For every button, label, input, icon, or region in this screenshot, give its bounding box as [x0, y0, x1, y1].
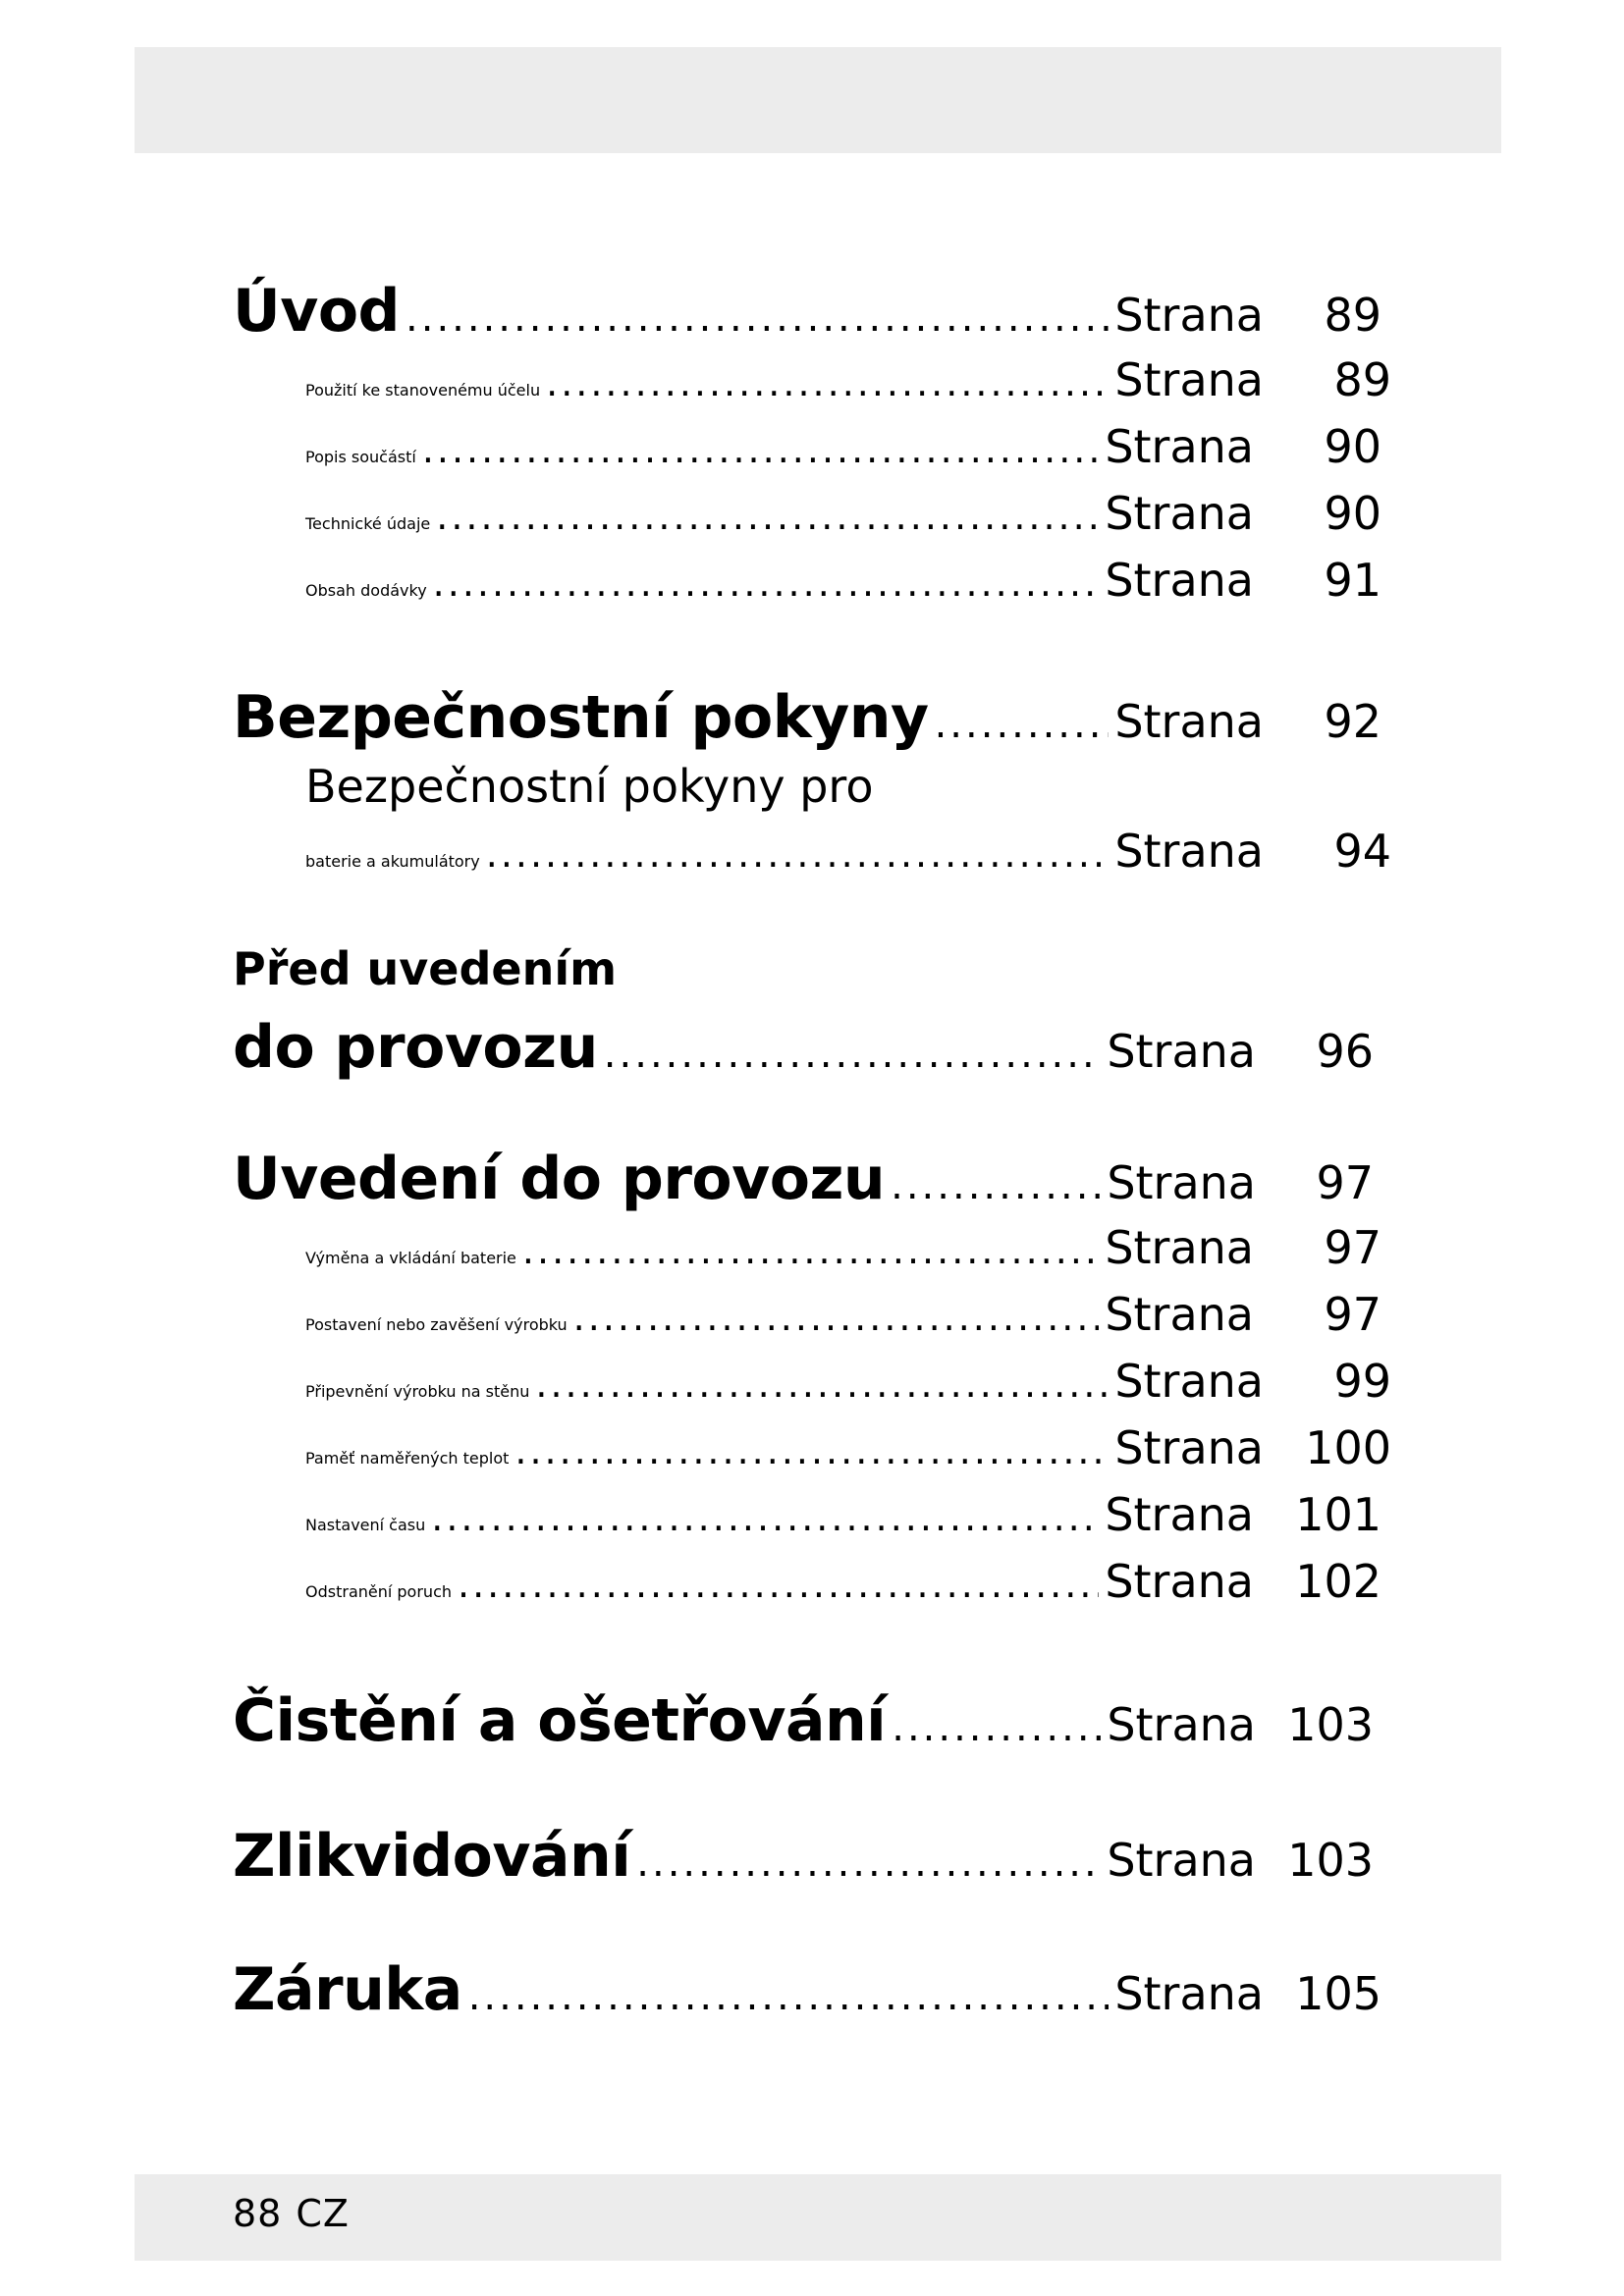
- toc-subentry-label: Strana: [1114, 1355, 1264, 1408]
- toc-subentry-title: baterie a akumulátory: [305, 852, 480, 871]
- toc-entry-page: 92: [1324, 695, 1381, 748]
- dot-leader: [604, 1032, 1102, 1077]
- toc-subentry[interactable]: [305, 1221, 1381, 1274]
- toc-subentry-title: Výměna a vkládání baterie: [305, 1249, 516, 1267]
- toc-subentry-label: Strana: [1105, 1555, 1254, 1608]
- toc-subentry-title: Použití ke stanovenému účelu: [305, 381, 541, 400]
- dot-leader: [486, 832, 1110, 876]
- toc-subentry-page: 97: [1324, 1221, 1381, 1274]
- toc-subentry[interactable]: [305, 1555, 1381, 1608]
- toc-entry-title: Úvod: [233, 277, 401, 346]
- toc-subentry-title: Nastavení času: [305, 1516, 426, 1534]
- toc-entry-title: Zlikvidování: [233, 1822, 631, 1891]
- dot-leader: [935, 702, 1110, 747]
- toc-entry-label: Strana: [1107, 1025, 1256, 1078]
- toc-entry-uvod[interactable]: [233, 277, 1381, 346]
- toc-subentry[interactable]: [305, 1288, 1381, 1341]
- toc-entry-page: 97: [1316, 1156, 1374, 1209]
- dot-leader: [431, 1496, 1099, 1539]
- toc-subentry-page: 89: [1333, 353, 1391, 406]
- dot-leader: [891, 1163, 1101, 1208]
- dot-leader: [573, 1296, 1100, 1339]
- toc-subentry-label: Strana: [1114, 353, 1264, 406]
- toc-entry-bezpecnostni-pokyny[interactable]: [233, 683, 1381, 752]
- page-footer: [233, 2192, 363, 2235]
- toc-subentry-page: 90: [1324, 487, 1381, 540]
- toc-subentry-label: Strana: [1105, 1221, 1254, 1274]
- dot-leader: [468, 1974, 1110, 2019]
- dot-leader: [436, 495, 1099, 538]
- toc-entry-page: 96: [1316, 1025, 1374, 1078]
- dot-leader: [433, 561, 1100, 605]
- dot-leader: [422, 428, 1100, 471]
- toc-subentry-page: 102: [1295, 1555, 1381, 1608]
- toc-subentry-label: Strana: [1114, 825, 1264, 878]
- toc-subentry-title: Paměť naměřených teplot: [305, 1449, 510, 1468]
- toc-subentry[interactable]: [305, 487, 1381, 540]
- toc-subentry-label: Strana: [1105, 554, 1254, 607]
- toc-subentry-title: Postavení nebo zavěšení výrobku: [305, 1315, 568, 1334]
- language-code: CZ: [296, 2192, 350, 2235]
- header-band: [135, 47, 1501, 153]
- toc-entry-page: 103: [1287, 1834, 1374, 1887]
- toc-entry-pred-uvedenim[interactable]: [233, 1013, 1374, 1082]
- toc-entry-zaruka[interactable]: [233, 1955, 1381, 2024]
- toc-entry-label: Strana: [1107, 1156, 1256, 1209]
- toc-entry-page: 105: [1295, 1967, 1381, 2020]
- toc-entry-title: do provozu: [233, 1013, 598, 1082]
- dot-leader: [546, 361, 1109, 404]
- toc-entry-label: Strana: [1114, 1967, 1264, 2020]
- toc-subentry[interactable]: [305, 353, 1391, 406]
- dot-leader: [514, 1429, 1109, 1472]
- toc-subentry[interactable]: [305, 1421, 1391, 1474]
- toc-entry-title: Čistění a ošetřování: [233, 1686, 887, 1755]
- page-number: 88: [233, 2192, 283, 2235]
- toc-entry-label: Strana: [1107, 1834, 1256, 1887]
- toc-entry-label: Strana: [1114, 695, 1264, 748]
- toc-subentry-page: 100: [1305, 1421, 1391, 1474]
- toc-entry-page: 89: [1324, 289, 1381, 342]
- toc-subentry-page: 91: [1324, 554, 1381, 607]
- toc-entry-page: 103: [1287, 1698, 1374, 1751]
- toc-subentry-title: Připevnění výrobku na stěnu: [305, 1382, 530, 1401]
- toc-entry-uvedeni-do-provozu[interactable]: [233, 1145, 1374, 1213]
- toc-subentry[interactable]: [305, 554, 1381, 607]
- dot-leader: [892, 1705, 1101, 1750]
- toc-entry-zlikvidovani[interactable]: [233, 1822, 1374, 1891]
- toc-subentry-label: Strana: [1105, 420, 1254, 473]
- toc-subentry-title: Technické údaje: [305, 514, 431, 533]
- toc-subentry-title: Obsah dodávky: [305, 581, 427, 600]
- toc-entry-title: Záruka: [233, 1955, 462, 2024]
- toc-entry-label: Strana: [1114, 289, 1264, 342]
- toc-subentry-title: Odstranění poruch: [305, 1582, 452, 1601]
- dot-leader: [458, 1563, 1099, 1606]
- dot-leader: [522, 1229, 1099, 1272]
- toc-subentry-title-line1: Bezpečnostní pokyny pro: [305, 760, 874, 813]
- toc-subentry[interactable]: [305, 420, 1381, 473]
- toc-entry-title: Bezpečnostní pokyny: [233, 683, 929, 752]
- dot-leader: [535, 1362, 1109, 1406]
- toc-subentry-label: Strana: [1114, 1421, 1264, 1474]
- toc-subentry-title: Popis součástí: [305, 448, 416, 466]
- toc-entry-label: Strana: [1107, 1698, 1256, 1751]
- toc-subentry[interactable]: [305, 1355, 1391, 1408]
- toc-subentry-label: Strana: [1105, 1288, 1254, 1341]
- dot-leader: [406, 295, 1109, 341]
- dot-leader: [636, 1841, 1101, 1886]
- toc-subentry-page: 101: [1295, 1488, 1381, 1541]
- toc-subentry-page: 90: [1324, 420, 1381, 473]
- toc-subentry[interactable]: [305, 1488, 1381, 1541]
- toc-subentry[interactable]: [305, 825, 1391, 878]
- toc-subentry-label: Strana: [1105, 487, 1254, 540]
- toc-entry-title-line1: Před uvedením: [233, 942, 618, 995]
- toc-subentry-page: 97: [1324, 1288, 1381, 1341]
- toc-entry-title: Uvedení do provozu: [233, 1145, 886, 1213]
- toc-entry-cisteni[interactable]: [233, 1686, 1374, 1755]
- toc-subentry-page: 94: [1333, 825, 1391, 878]
- toc-subentry-page: 99: [1333, 1355, 1391, 1408]
- toc-subentry-label: Strana: [1105, 1488, 1254, 1541]
